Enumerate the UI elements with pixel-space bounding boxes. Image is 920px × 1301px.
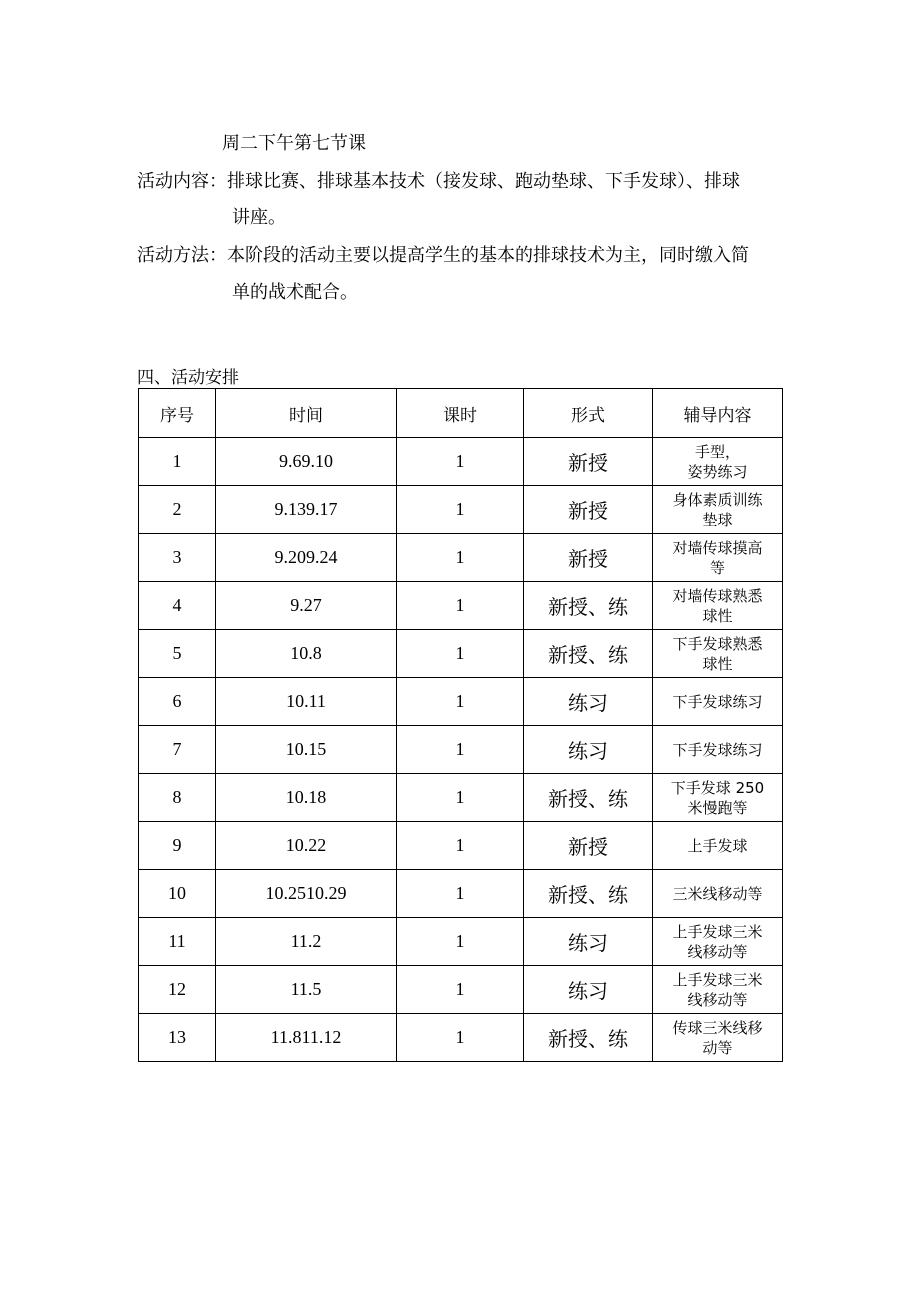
header-guide: 辅导内容: [653, 389, 783, 438]
row-no: 2: [139, 486, 216, 534]
row-hours: 1: [397, 822, 524, 870]
row-time: 9.139.17: [216, 486, 397, 534]
row-guide: 上手发球三米 线移动等: [653, 966, 783, 1014]
row-no: 4: [139, 582, 216, 630]
row-hours: 1: [397, 966, 524, 1014]
table-row: [139, 582, 783, 630]
row-no: 10: [139, 870, 216, 918]
row-time: 11.5: [216, 966, 397, 1014]
row-no: 1: [139, 438, 216, 486]
header-time: 时间: [216, 389, 397, 438]
content-continuation: 讲座。: [232, 207, 286, 228]
table-row: [139, 1014, 783, 1062]
row-form: 新授、练: [524, 1014, 653, 1062]
header-hours: 课时: [397, 389, 524, 438]
row-hours: 1: [397, 678, 524, 726]
method-continuation: 单的战术配合。: [232, 282, 358, 303]
row-guide: 手型， 姿势练习: [653, 438, 783, 486]
row-form: 新授: [524, 438, 653, 486]
row-time: 9.209.24: [216, 534, 397, 582]
row-no: 7: [139, 726, 216, 774]
row-guide: 对墙传球熟悉 球性: [653, 582, 783, 630]
row-time: 9.69.10: [216, 438, 397, 486]
row-no: 13: [139, 1014, 216, 1062]
table-row: [139, 678, 783, 726]
table-row: [139, 726, 783, 774]
table-header-row: [139, 389, 783, 438]
row-form: 新授、练: [524, 630, 653, 678]
row-no: 8: [139, 774, 216, 822]
row-hours: 1: [397, 1014, 524, 1062]
row-no: 6: [139, 678, 216, 726]
row-no: 5: [139, 630, 216, 678]
content-label: 活动内容：: [137, 171, 227, 192]
row-guide: 下手发球熟悉 球性: [653, 630, 783, 678]
row-time: 10.8: [216, 630, 397, 678]
row-hours: 1: [397, 630, 524, 678]
section-title: 四、活动安排: [137, 368, 239, 388]
table-row: [139, 486, 783, 534]
row-hours: 1: [397, 438, 524, 486]
row-time: 10.22: [216, 822, 397, 870]
row-guide: 下手发球练习: [653, 726, 783, 774]
table-row: [139, 774, 783, 822]
row-guide: 对墙传球摸高 等: [653, 534, 783, 582]
row-no: 9: [139, 822, 216, 870]
content-line: [137, 171, 740, 193]
row-form: 练习: [524, 678, 653, 726]
schedule-line: 周二下午第七节课: [222, 133, 366, 154]
row-form: 新授: [524, 486, 653, 534]
table-row: [139, 966, 783, 1014]
row-hours: 1: [397, 534, 524, 582]
method-line: [137, 245, 749, 267]
row-hours: 1: [397, 870, 524, 918]
content-text: 排球比赛、排球基本技术（接发球、跑动垫球、下手发球）、排球: [227, 171, 740, 192]
row-guide: 三米线移动等: [653, 870, 783, 918]
row-hours: 1: [397, 486, 524, 534]
row-guide: 身体素质训练 垫球: [653, 486, 783, 534]
row-time: 10.11: [216, 678, 397, 726]
table-row: [139, 630, 783, 678]
header-form: 形式: [524, 389, 653, 438]
table-row: [139, 918, 783, 966]
row-no: 12: [139, 966, 216, 1014]
row-form: 练习: [524, 918, 653, 966]
table-row: [139, 822, 783, 870]
row-form: 新授: [524, 534, 653, 582]
row-guide: 上手发球三米 线移动等: [653, 918, 783, 966]
row-guide: 下手发球 250 米慢跑等: [653, 774, 783, 822]
row-form: 练习: [524, 966, 653, 1014]
row-form: 新授、练: [524, 774, 653, 822]
row-form: 新授、练: [524, 870, 653, 918]
row-time: 9.27: [216, 582, 397, 630]
row-guide: 上手发球: [653, 822, 783, 870]
schedule-table: [138, 388, 783, 1062]
row-hours: 1: [397, 726, 524, 774]
row-time: 11.2: [216, 918, 397, 966]
row-time: 11.811.12: [216, 1014, 397, 1062]
row-form: 新授: [524, 822, 653, 870]
row-form: 新授、练: [524, 582, 653, 630]
row-hours: 1: [397, 918, 524, 966]
row-form: 练习: [524, 726, 653, 774]
row-time: 10.18: [216, 774, 397, 822]
table-row: [139, 534, 783, 582]
row-hours: 1: [397, 582, 524, 630]
table-row: [139, 438, 783, 486]
method-text: 本阶段的活动主要以提高学生的基本的排球技术为主，同时缴入简: [227, 245, 749, 266]
row-time: 10.15: [216, 726, 397, 774]
row-time: 10.2510.29: [216, 870, 397, 918]
row-guide: 下手发球练习: [653, 678, 783, 726]
method-label: 活动方法：: [137, 245, 227, 266]
row-no: 3: [139, 534, 216, 582]
table-row: [139, 870, 783, 918]
row-guide: 传球三米线移 动等: [653, 1014, 783, 1062]
header-no: 序号: [139, 389, 216, 438]
row-hours: 1: [397, 774, 524, 822]
row-no: 11: [139, 918, 216, 966]
